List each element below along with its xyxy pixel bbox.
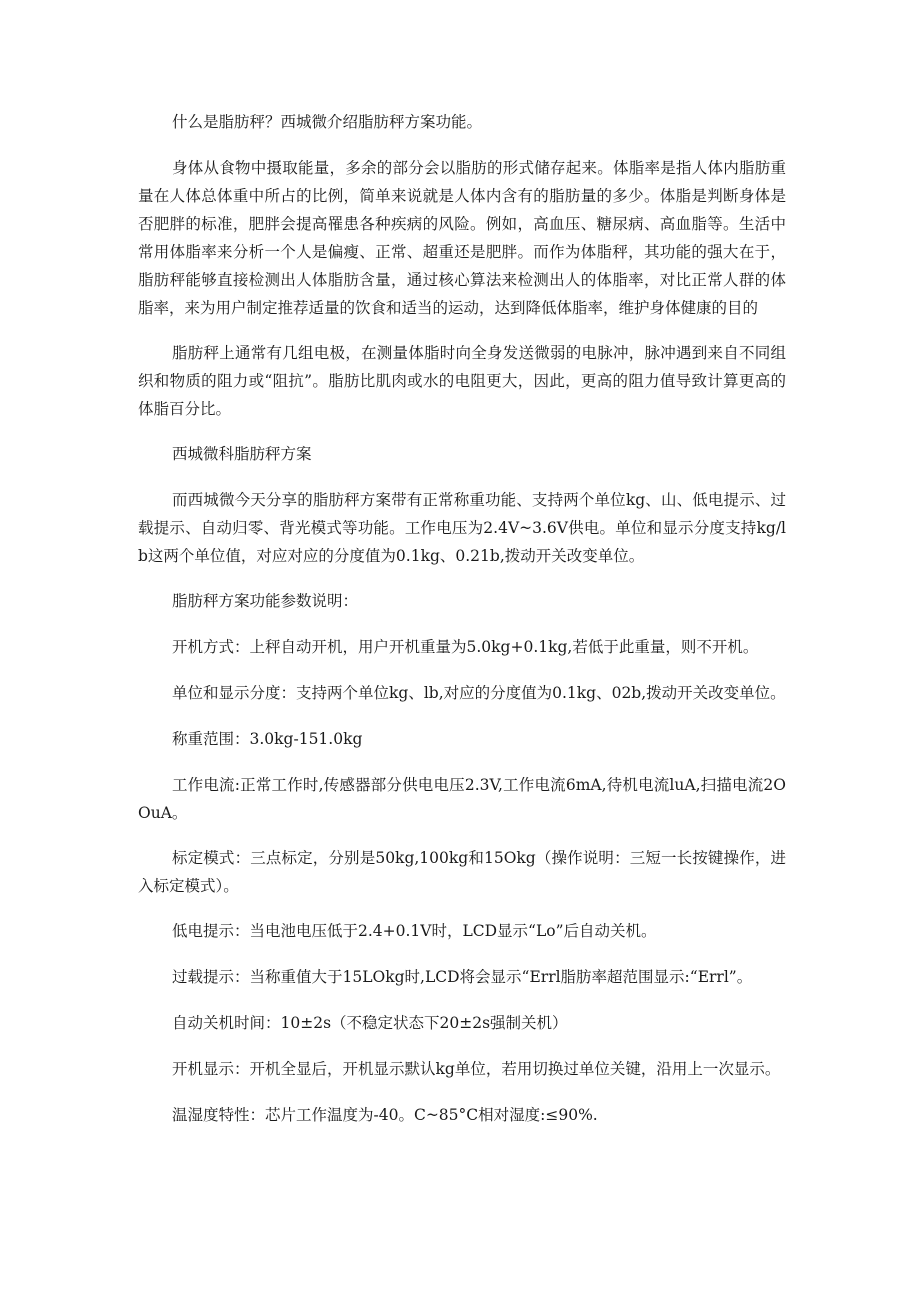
spec-power-on: 开机方式：上秤自动开机，用户开机重量为5.0kg+0.1kg,若低于此重量，则不开机。 bbox=[172, 638, 759, 656]
spec-auto-off: 自动关机时间：10±2s（不稳定状态下20±2s强制关机） bbox=[172, 1014, 568, 1032]
document-body bbox=[138, 108, 786, 1147]
spec-temperature-humidity: 温湿度特性：芯片工作温度为-40。C~85°C相对湿度:≤90%. bbox=[172, 1106, 598, 1124]
spec-heading: 脂肪秤方案功能参数说明： bbox=[172, 592, 359, 610]
spec-overload: 过载提示：当称重值大于15LOkg时,LCD将会显示“Errl脂肪率超范围显示:“Errl”。 bbox=[172, 968, 753, 986]
document-title: 什么是脂肪秤？西城微介绍脂肪秤方案功能。 bbox=[172, 113, 483, 131]
spec-range: 称重范围：3.0kg-151.0kg bbox=[172, 730, 363, 748]
spec-calibration: 标定模式：三点标定，分别是50kg,100kg和15Okg（操作说明：三短一长按键操作，进入标定模式）。 bbox=[138, 849, 786, 895]
spec-units: 单位和显示分度：支持两个单位kg、lb,对应的分度值为0.1kg、02b,拨动开关改变单位。 bbox=[172, 684, 786, 702]
spec-current: 工作电流:正常工作时,传感器部分供电电压2.3V,工作电流6mA,待机电流luA,扫描电流2OOuA。 bbox=[138, 776, 786, 822]
spec-startup-display: 开机显示：开机全显后，开机显示默认kg单位，若用切换过单位关键，沿用上一次显示。 bbox=[172, 1060, 781, 1078]
section-heading: 西城微科脂肪秤方案 bbox=[172, 445, 312, 463]
intro-paragraph: 身体从食物中摄取能量，多余的部分会以脂肪的形式储存起来。体脂率是指人体内脂肪重量在人体总体重中所占的比例，简单来说就是人体内含有的脂肪量的多少。体脂是判断身体是否肥胖的标准，肥胖会提高罹患各种疾病的风险。例如，高血压、糖尿病、高血脂等。生活中常用体脂率来分析一个人是偏瘦、正常、超重还是肥胖。而作为体脂秤，其功能的强大在于，脂肪秤能够直接检测出人体脂肪含量，通过核心算法来检测出人的体脂率，对比正常人群的体脂率，来为用户制定推荐适量的饮食和适当的运动，达到降低体脂率，维护身体健康的目的 bbox=[138, 159, 786, 317]
solution-paragraph: 而西城微今天分享的脂肪秤方案带有正常称重功能、支持两个单位kg、山、低电提示、过载提示、自动归零、背光模式等功能。工作电压为2.4V~3.6V供电。单位和显示分度支持kg/lb这两个单位值，对应对应的分度值为0.1kg、0.21b,拨动开关改变单位。 bbox=[138, 491, 786, 565]
spec-low-battery: 低电提示：当电池电压低于2.4+0.1V时，LCD显示“Lo”后自动关机。 bbox=[172, 922, 657, 940]
electrode-paragraph: 脂肪秤上通常有几组电极，在测量体脂时向全身发送微弱的电脉冲，脉冲遇到来自不同组织和物质的阻力或“阻抗”。脂肪比肌肉或水的电阻更大，因此，更高的阻力值导致计算更高的体脂百分比。 bbox=[138, 344, 786, 418]
